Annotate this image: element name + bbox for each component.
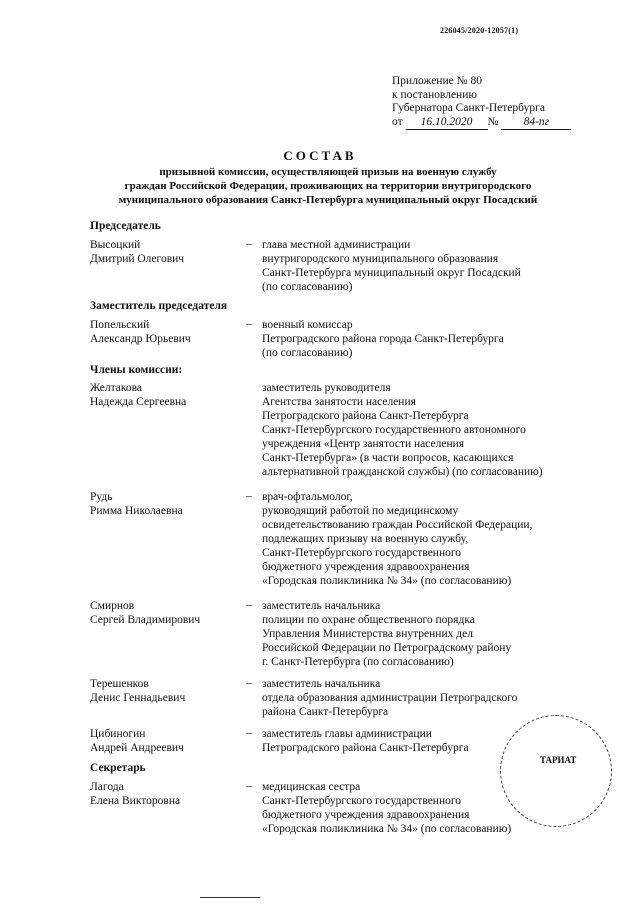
- member-name: [90, 677, 250, 705]
- position-line: г. Санкт-Петербурга (по согласованию): [262, 656, 454, 668]
- subtitle-line: граждан Российской Федерации, проживающих на территории внутригородского: [124, 180, 532, 192]
- position-line: Санкт-Петербурга муниципальный округ Посадский: [262, 267, 521, 279]
- given-name: Надежда Сергеевна: [90, 396, 187, 408]
- member-position: [262, 677, 592, 719]
- position-line: врач-офтальмолог,: [262, 491, 353, 503]
- surname: Лагода: [90, 781, 124, 793]
- member-name: [90, 381, 250, 409]
- position-line: (по согласованию): [262, 281, 353, 293]
- subtitle-line: призывной комиссии, осуществляющей призыв на военную службу: [159, 166, 497, 178]
- dash: –: [246, 238, 252, 250]
- decree-date: 16.10.2020: [406, 116, 488, 131]
- section-members: Члены комиссии:: [90, 364, 183, 376]
- footer-line: [200, 897, 260, 898]
- member-name: [90, 318, 250, 346]
- position-line: полиции по охране общественного порядка: [262, 614, 475, 626]
- surname: Цибиногин: [90, 728, 146, 740]
- given-name: Андрей Андреевич: [90, 742, 184, 754]
- member-name: [90, 727, 250, 755]
- document-id: 226045/2020-12057(1): [440, 26, 519, 35]
- number-sign: №: [487, 115, 499, 128]
- dash: –: [246, 599, 252, 611]
- given-name: Сергей Владимирович: [90, 614, 201, 626]
- surname: Смирнов: [90, 600, 135, 612]
- position-line: руководящий работой по медицинскому: [262, 505, 459, 517]
- appendix-decree: к постановлению: [392, 88, 477, 101]
- position-line: Агентства занятости населения: [262, 396, 416, 408]
- position-line: Петроградского района Санкт-Петербурга: [262, 742, 469, 754]
- member-position: [262, 238, 592, 294]
- appendix-number: Приложение № 80: [392, 75, 482, 87]
- member-position: [262, 490, 592, 588]
- position-line: Санкт-Петербургского государственного: [262, 547, 462, 559]
- given-name: Римма Николаевна: [90, 505, 183, 517]
- position-line: Петроградского района Санкт-Петербурга: [262, 410, 469, 422]
- position-line: глава местной администрации: [262, 239, 411, 251]
- position-line: освидетельствованию граждан Российской Федерации,: [262, 519, 533, 531]
- position-line: заместитель руководителя: [262, 382, 391, 394]
- surname: Терешенков: [90, 678, 149, 690]
- appendix-governor: Губернатора Санкт-Петербурга: [392, 102, 545, 114]
- official-stamp: [500, 715, 612, 827]
- position-line: «Городская поликлиника № 34» (по согласованию): [262, 823, 512, 835]
- subtitle-line: муниципального образования Санкт-Петербурга муниципальный округ Посадский: [118, 194, 538, 206]
- section-deputy: Заместитель председателя: [90, 300, 228, 312]
- appendix-block: [392, 75, 571, 130]
- position-line: бюджетного учреждения здравоохранения: [262, 809, 470, 821]
- position-line: подлежащих призыву на военную службу,: [262, 533, 469, 545]
- position-line: заместитель начальника: [262, 600, 381, 612]
- section-secretary: Секретарь: [90, 762, 146, 774]
- position-line: Санкт-Петербурга» (в части вопросов, касающихся: [262, 452, 514, 464]
- appendix-dateline: [392, 116, 571, 131]
- member-name: [90, 599, 250, 627]
- date-prefix: от: [392, 115, 403, 128]
- position-line: отдела образования администрации Петроградского: [262, 692, 518, 704]
- position-line: Петроградского района города Санкт-Петербурга: [262, 333, 504, 345]
- member-name: [90, 238, 250, 266]
- section-chairman: Председатель: [90, 220, 161, 232]
- member-position: [262, 318, 592, 360]
- dash: –: [246, 780, 252, 792]
- member-position: [262, 599, 592, 669]
- position-line: (по согласованию): [262, 347, 353, 359]
- dash: –: [246, 677, 252, 689]
- given-name: Александр Юрьевич: [90, 333, 191, 345]
- given-name: Елена Викторовна: [90, 795, 181, 807]
- member-name: [90, 780, 250, 808]
- dash: –: [246, 490, 252, 502]
- position-line: Российской Федерации по Петроградскому району: [262, 642, 512, 654]
- position-line: учреждения «Центр занятости населения: [262, 438, 465, 450]
- position-line: медицинская сестра: [262, 781, 361, 793]
- document-title: СОСТАВ: [283, 148, 357, 163]
- position-line: заместитель начальника: [262, 678, 381, 690]
- position-line: района Санкт-Петербурга: [262, 706, 389, 718]
- surname: Попельский: [90, 319, 150, 331]
- position-line: бюджетного учреждения здравоохранения: [262, 561, 470, 573]
- position-line: внутригородского муниципального образования: [262, 253, 499, 265]
- given-name: Денис Геннадьевич: [90, 692, 186, 704]
- position-line: Санкт-Петербургского государственного автономного: [262, 424, 526, 436]
- given-name: Дмитрий Олегович: [90, 253, 185, 265]
- decree-number: 84-пг: [501, 116, 571, 131]
- position-line: «Городская поликлиника № 34» (по согласованию): [262, 575, 512, 587]
- position-line: Санкт-Петербургского государственного: [262, 795, 462, 807]
- surname: Желтакова: [90, 382, 142, 394]
- surname: Высоцкий: [90, 239, 141, 251]
- member-position: [262, 381, 592, 479]
- member-name: [90, 490, 250, 518]
- dash: –: [246, 318, 252, 330]
- surname: Рудь: [90, 491, 113, 503]
- dash: –: [246, 727, 252, 739]
- stamp-text: ТАРИАТ: [540, 755, 577, 765]
- position-line: Управления Министерства внутренних дел: [262, 628, 473, 640]
- position-line: альтернативной гражданской службы) (по согласованию): [262, 466, 543, 478]
- position-line: военный комиссар: [262, 319, 353, 331]
- document-subtitle: [78, 165, 578, 207]
- position-line: заместитель главы администрации: [262, 728, 432, 740]
